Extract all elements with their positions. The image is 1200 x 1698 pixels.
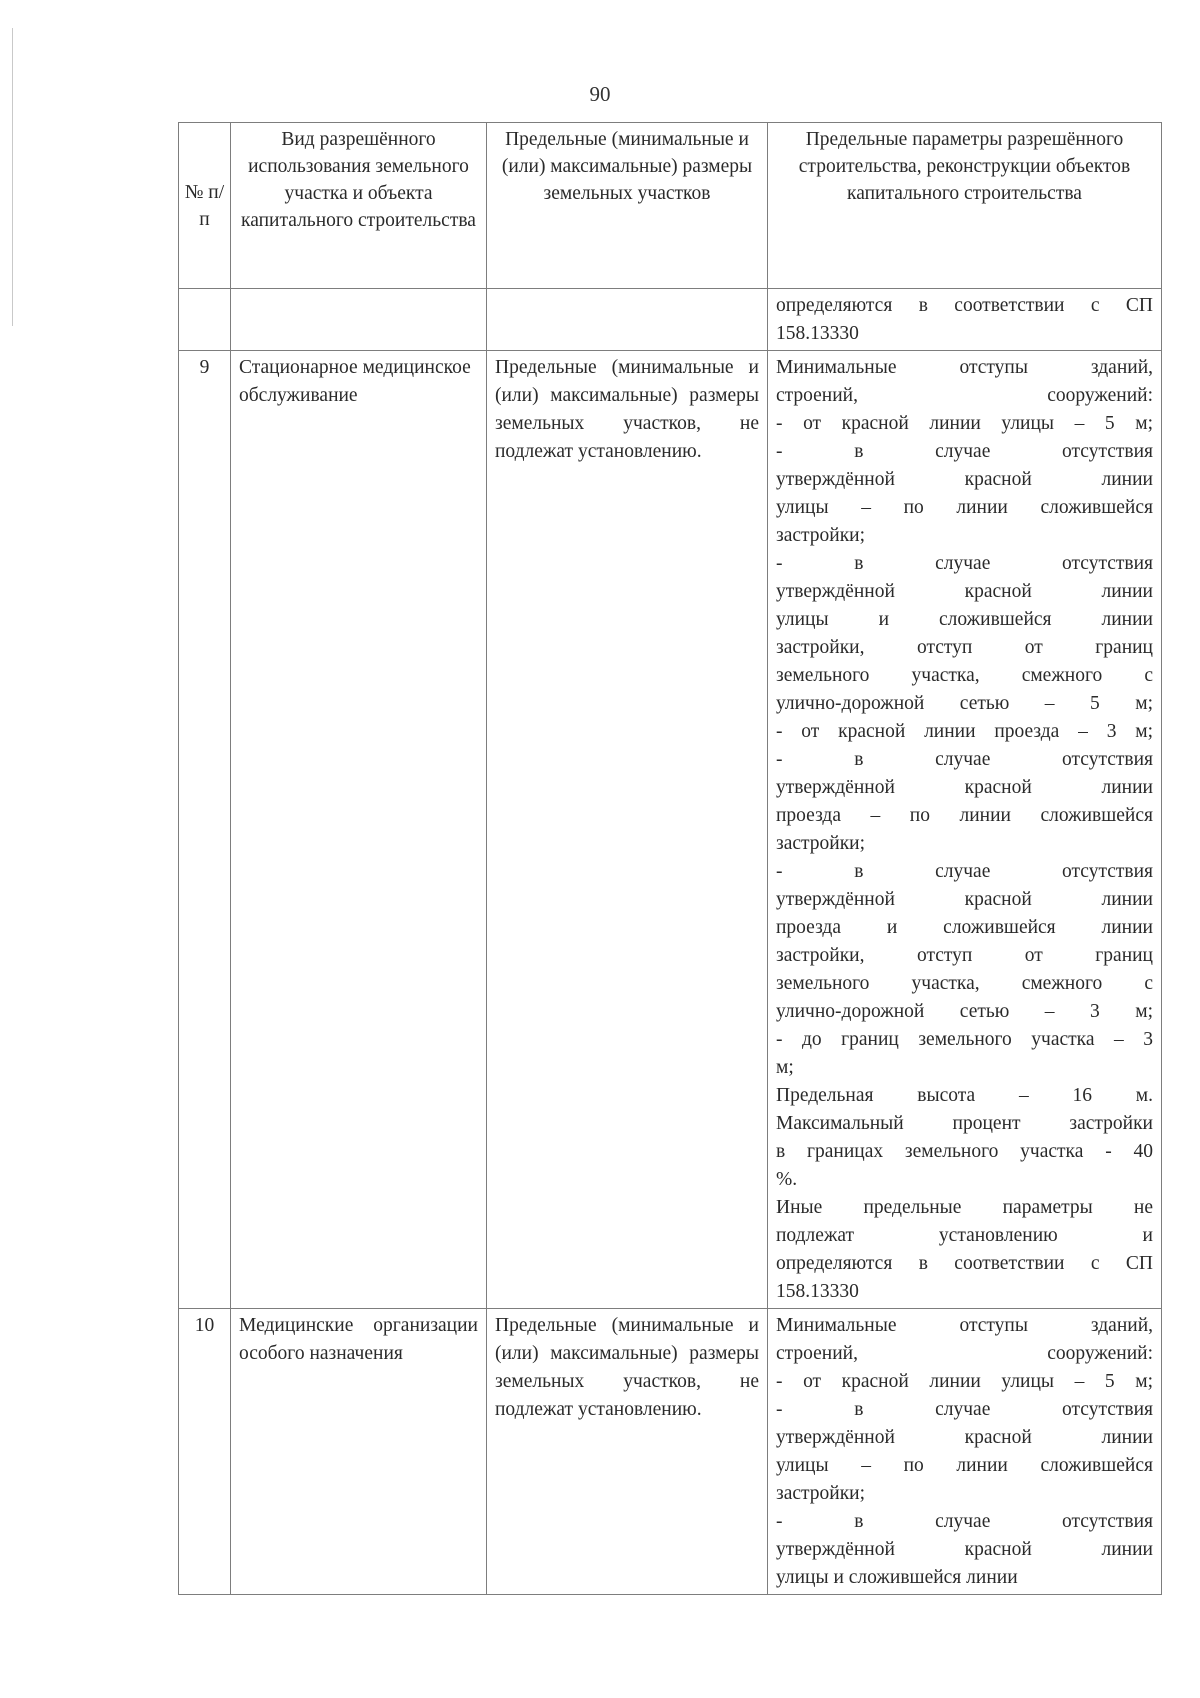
parameter-line: Предельная высота – 16 м. bbox=[776, 1085, 1153, 1106]
parameter-line: утверждённой красной линии bbox=[776, 1539, 1153, 1560]
header-number: № п/п bbox=[179, 123, 231, 289]
parameter-line: застройки; bbox=[776, 833, 866, 854]
parameter-line: м; bbox=[776, 1057, 794, 1078]
parameter-line: - в случае отсутствия bbox=[776, 553, 1153, 574]
cell-number: 10 bbox=[179, 1309, 231, 1595]
parameter-line: застройки; bbox=[776, 525, 866, 546]
parameter-line: %. bbox=[776, 1169, 798, 1190]
table-row-continuation bbox=[179, 289, 1162, 351]
parameter-line: подлежат установлению и bbox=[776, 1225, 1153, 1246]
cell-number bbox=[179, 289, 231, 351]
parameter-line: улицы и сложившейся линии bbox=[776, 609, 1153, 630]
parameter-line: земельного участка, смежного с bbox=[776, 665, 1153, 686]
parameter-line: - от красной линии улицы – 5 м; bbox=[776, 1371, 1153, 1392]
parameter-line: Минимальные отступы зданий, bbox=[776, 1315, 1153, 1336]
parameter-line: Иные предельные параметры не bbox=[776, 1197, 1153, 1218]
cell-parameters bbox=[768, 289, 1162, 351]
parameter-line: в границах земельного участка - 40 bbox=[776, 1141, 1153, 1162]
parameter-line: Максимальный процент застройки bbox=[776, 1113, 1153, 1134]
parameter-line: утверждённой красной линии bbox=[776, 777, 1153, 798]
parameter-line: - в случае отсутствия bbox=[776, 749, 1153, 770]
parameter-line: Минимальные отступы зданий, bbox=[776, 357, 1153, 378]
parameters-lines bbox=[776, 354, 1153, 1306]
cell-parameters bbox=[768, 351, 1162, 1309]
parameter-line: утверждённой красной линии bbox=[776, 1427, 1153, 1448]
parameter-line: - в случае отсутствия bbox=[776, 1511, 1153, 1532]
parameter-line: 158.13330 bbox=[776, 323, 859, 344]
land-use-regulations-table bbox=[178, 122, 1162, 1595]
scan-edge-line bbox=[12, 28, 13, 326]
parameter-line: 158.13330 bbox=[776, 1281, 859, 1302]
parameter-line: - до границ земельного участка – 3 bbox=[776, 1029, 1153, 1050]
parameter-line: улицы – по линии сложившейся bbox=[776, 497, 1153, 518]
header-plot-size-limits: Предельные (минимальные и (или) максимальные) размеры земельных участков bbox=[487, 123, 768, 289]
parameter-line: застройки; bbox=[776, 1483, 866, 1504]
cell-plot-size: Предельные (минимальные и (или) максимальные) размеры земельных участков, не подлежат установлению. bbox=[487, 351, 768, 1309]
parameter-line: утверждённой красной линии bbox=[776, 581, 1153, 602]
table-row-9 bbox=[179, 351, 1162, 1309]
cell-permitted-use: Медицинские организации особого назначения bbox=[231, 1309, 487, 1595]
cell-plot-size bbox=[487, 289, 768, 351]
cell-permitted-use bbox=[231, 289, 487, 351]
parameter-line: застройки, отступ от границ bbox=[776, 637, 1153, 658]
parameters-lines bbox=[776, 292, 1153, 348]
table-header-row bbox=[179, 123, 1162, 289]
cell-number: 9 bbox=[179, 351, 231, 1309]
cell-parameters bbox=[768, 1309, 1162, 1595]
parameter-line: утверждённой красной линии bbox=[776, 889, 1153, 910]
header-permitted-use: Вид разрешённого использования земельного участка и объекта капитального строительства bbox=[231, 123, 487, 289]
parameter-line: строений, сооружений: bbox=[776, 1343, 1153, 1364]
cell-plot-size: Предельные (минимальные и (или) максимальные) размеры земельных участков, не подлежат установлению. bbox=[487, 1309, 768, 1595]
table-row-10 bbox=[179, 1309, 1162, 1595]
parameter-line: улично-дорожной сетью – 5 м; bbox=[776, 693, 1153, 714]
parameter-line: определяются в соответствии с СП bbox=[776, 1253, 1153, 1274]
parameter-line: - в случае отсутствия bbox=[776, 861, 1153, 882]
parameters-lines bbox=[776, 1312, 1153, 1592]
parameter-line: строений, сооружений: bbox=[776, 385, 1153, 406]
parameter-line: определяются в соответствии с СП bbox=[776, 295, 1153, 316]
parameter-line: земельного участка, смежного с bbox=[776, 973, 1153, 994]
parameter-line: проезда – по линии сложившейся bbox=[776, 805, 1153, 826]
parameter-line: - в случае отсутствия bbox=[776, 1399, 1153, 1420]
parameter-line: улицы – по линии сложившейся bbox=[776, 1455, 1153, 1476]
parameter-line: улицы и сложившейся линии bbox=[776, 1567, 1018, 1588]
parameter-line: проезда и сложившейся линии bbox=[776, 917, 1153, 938]
cell-permitted-use: Стационарное медицинское обслуживание bbox=[231, 351, 487, 1309]
parameter-line: улично-дорожной сетью – 3 м; bbox=[776, 1001, 1153, 1022]
parameter-line: - в случае отсутствия bbox=[776, 441, 1153, 462]
parameter-line: утверждённой красной линии bbox=[776, 469, 1153, 490]
parameter-line: - от красной линии улицы – 5 м; bbox=[776, 413, 1153, 434]
page-number: 90 bbox=[589, 82, 611, 106]
parameter-line: - от красной линии проезда – 3 м; bbox=[776, 721, 1153, 742]
parameter-line: застройки, отступ от границ bbox=[776, 945, 1153, 966]
header-construction-parameters: Предельные параметры разрешённого строительства, реконструкции объектов капитального строительства bbox=[768, 123, 1162, 289]
